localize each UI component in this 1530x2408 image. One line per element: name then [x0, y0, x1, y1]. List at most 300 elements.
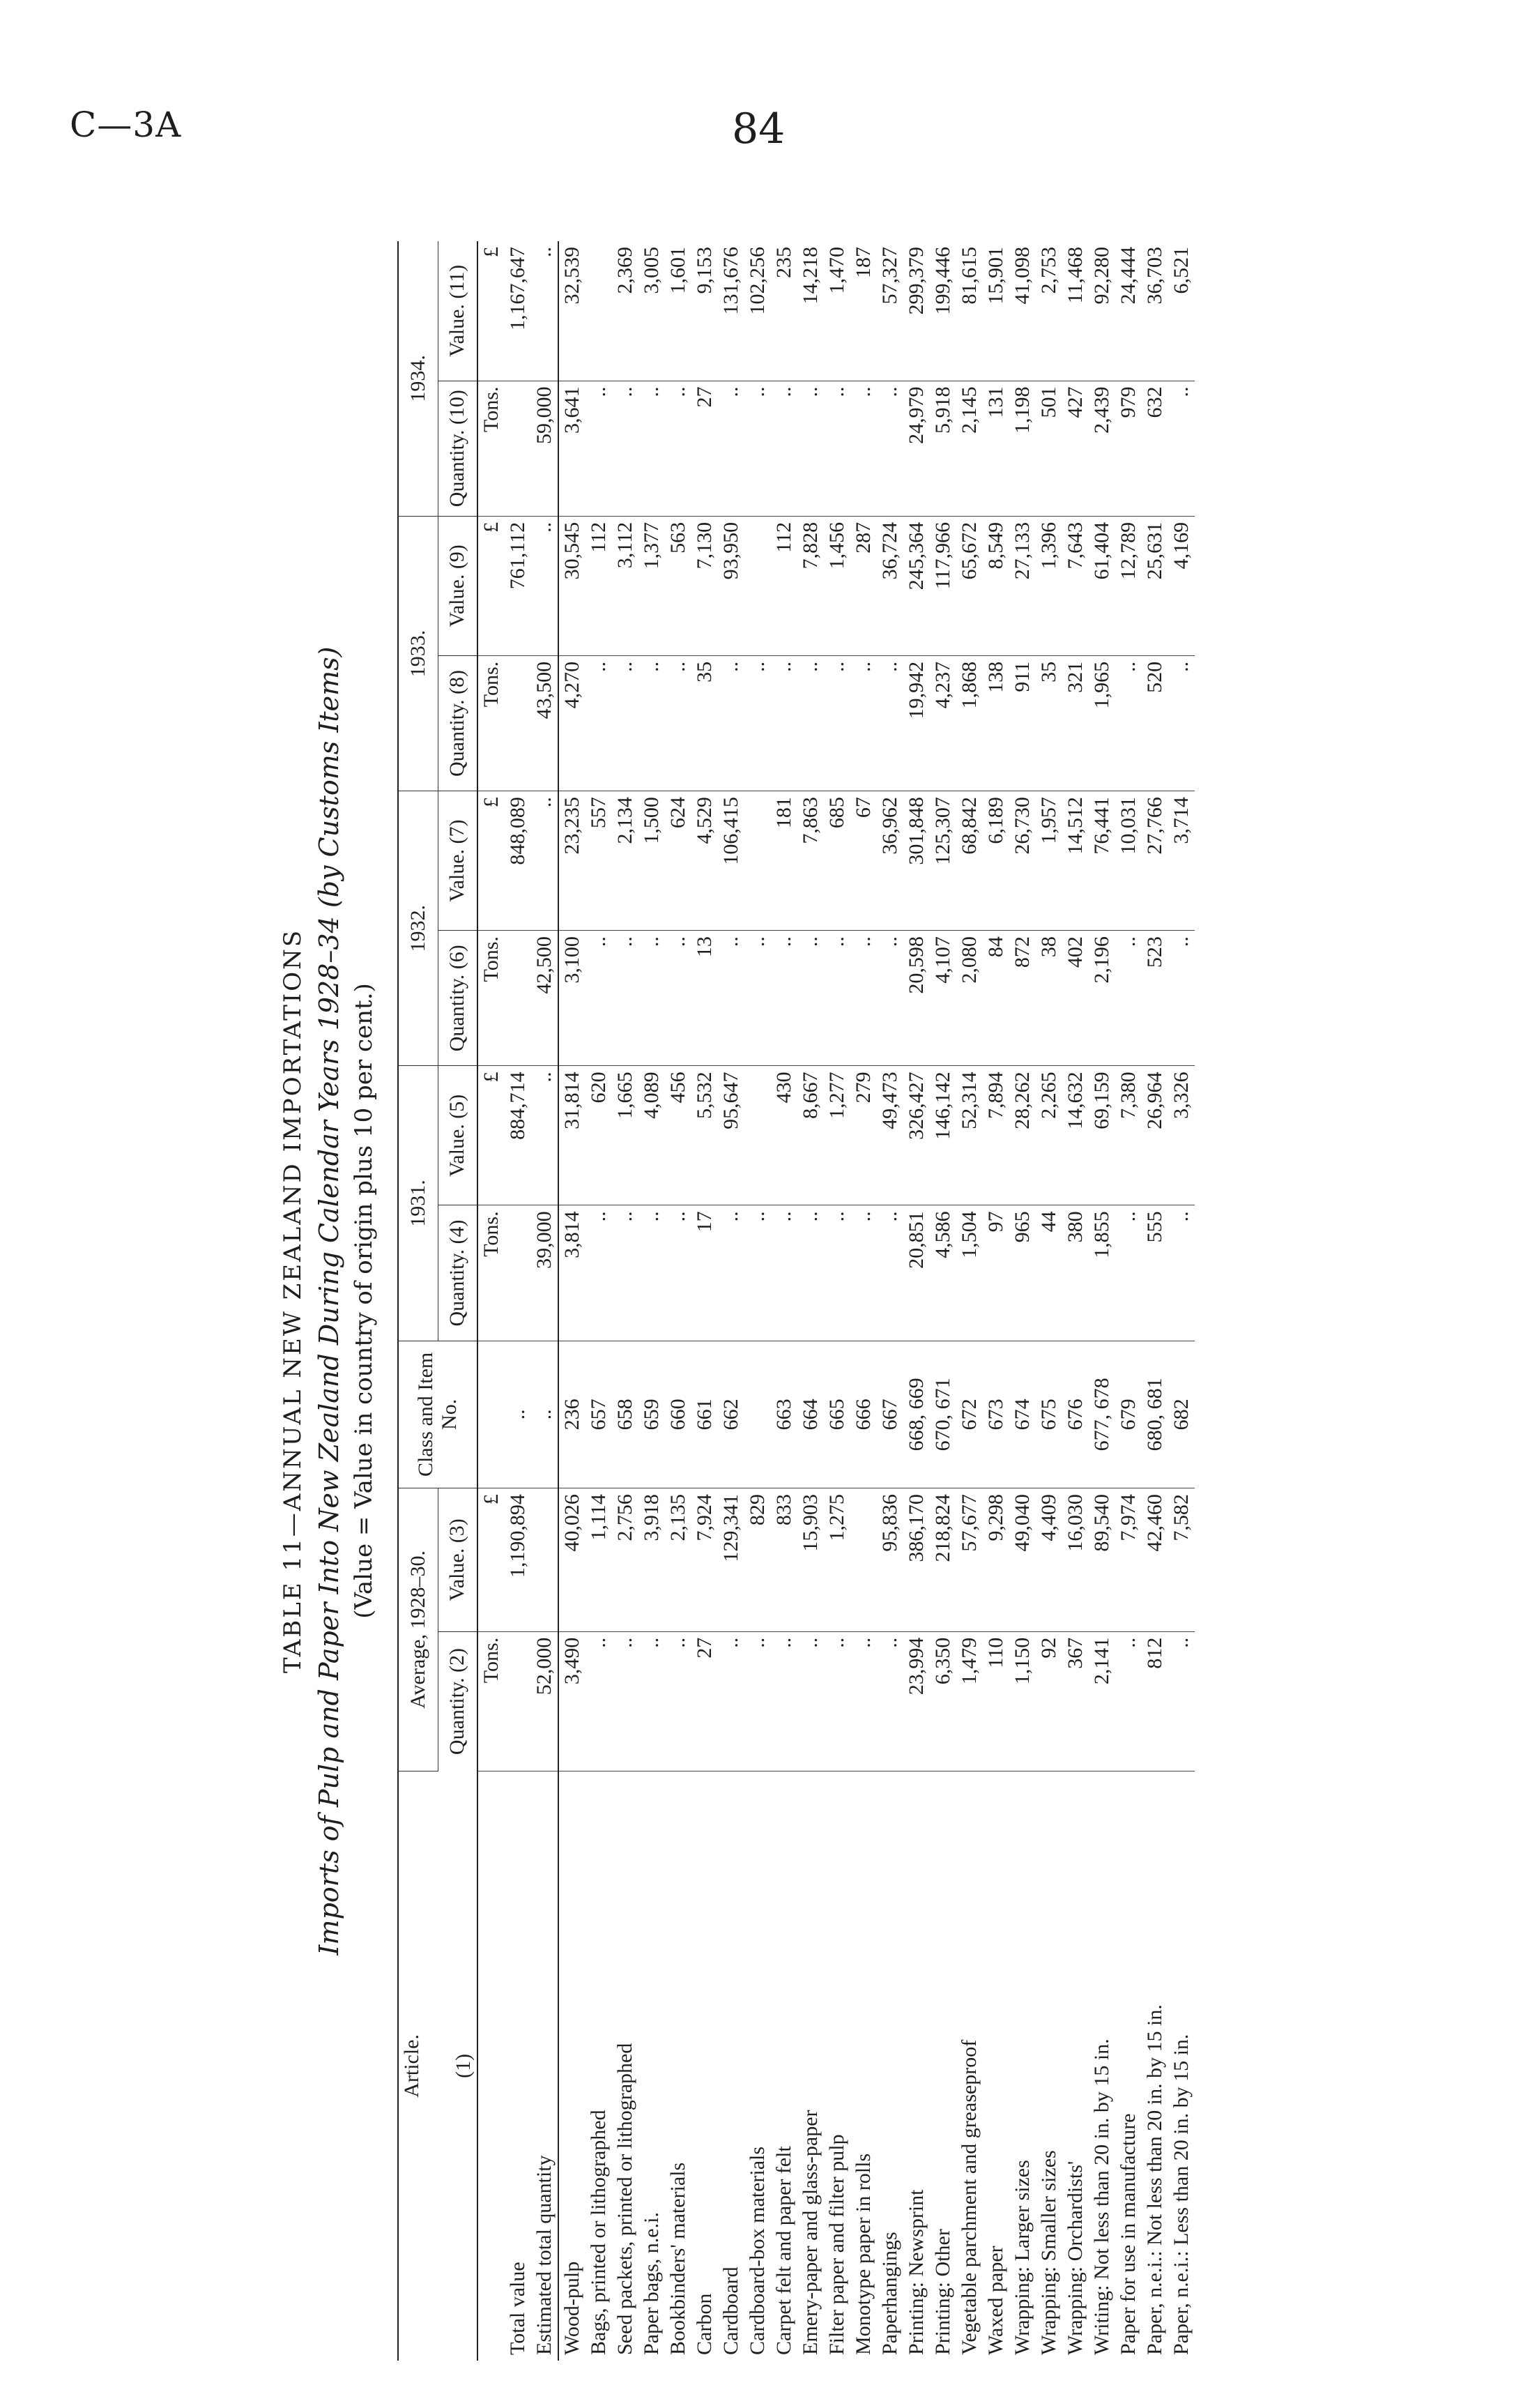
- value-cell: 36,962: [877, 791, 903, 931]
- quantity-cell: 5,918: [930, 381, 956, 516]
- value-cell: 2,756: [612, 1488, 638, 1632]
- quantity-cell: 35: [1036, 655, 1062, 791]
- article-cell: Wrapping: Smaller sizes: [1037, 2150, 1060, 2355]
- value-cell: 125,307: [930, 791, 956, 931]
- unit-val: £: [477, 241, 505, 381]
- quantity-cell: [505, 381, 531, 516]
- quantity-cell: 402: [1062, 931, 1089, 1066]
- quantity-cell: 43,500: [531, 655, 558, 791]
- table-row: [586, 241, 612, 2361]
- value-cell: 1,470: [824, 241, 850, 381]
- article-cell: Paper, n.e.i.: Less than 20 in. by 15 in.: [1170, 2034, 1193, 2355]
- table-row: [1036, 241, 1062, 2361]
- value-cell: 95,647: [718, 1066, 744, 1205]
- unit-val: £: [477, 1488, 505, 1632]
- quantity-cell: ..: [850, 1631, 877, 1771]
- value-cell: 833: [771, 1488, 797, 1632]
- value-cell: 1,957: [1036, 791, 1062, 931]
- quantity-cell: 13: [691, 931, 718, 1066]
- header-col-11: Value. (11): [438, 241, 477, 381]
- value-cell: 6,521: [1168, 241, 1195, 381]
- class-item-cell: 672: [956, 1341, 983, 1488]
- value-cell: 36,703: [1142, 241, 1168, 381]
- value-cell: 3,918: [638, 1488, 665, 1632]
- quantity-cell: 20,598: [903, 931, 930, 1066]
- quantity-cell: ..: [665, 381, 691, 516]
- class-item-cell: 664: [797, 1341, 824, 1488]
- quantity-cell: 17: [691, 1205, 718, 1341]
- table-body: [477, 241, 1195, 2361]
- value-cell: 26,730: [1009, 791, 1036, 931]
- quantity-cell: 52,000: [531, 1631, 558, 1771]
- value-cell: 624: [665, 791, 691, 931]
- class-item-cell: 668, 669: [903, 1341, 930, 1488]
- header-class-item: Class and Item No.: [398, 1341, 477, 1488]
- quantity-cell: ..: [586, 1631, 612, 1771]
- value-cell: 235: [771, 241, 797, 381]
- value-cell: 5,532: [691, 1066, 718, 1205]
- quantity-cell: ..: [824, 931, 850, 1066]
- unit-val: £: [477, 1066, 505, 1205]
- table-row: [1115, 241, 1142, 2361]
- quantity-cell: 6,350: [930, 1631, 956, 1771]
- quantity-cell: ..: [877, 1205, 903, 1341]
- quantity-cell: ..: [612, 381, 638, 516]
- value-cell: 95,836: [877, 1488, 903, 1632]
- header-col-8: Quantity. (8): [438, 655, 477, 791]
- quantity-cell: 1,965: [1089, 655, 1115, 791]
- value-cell: 187: [850, 241, 877, 381]
- value-cell: 8,667: [797, 1066, 824, 1205]
- quantity-cell: [505, 1205, 531, 1341]
- quantity-cell: ..: [877, 381, 903, 516]
- article-cell: Writing: Not less than 20 in. by 15 in.: [1090, 2039, 1113, 2355]
- value-cell: 49,040: [1009, 1488, 1036, 1632]
- quantity-cell: 3,490: [558, 1631, 586, 1771]
- value-cell: 7,863: [797, 791, 824, 931]
- quantity-cell: ..: [718, 931, 744, 1066]
- value-cell: 12,789: [1115, 516, 1142, 655]
- quantity-cell: 35: [691, 655, 718, 791]
- article-cell: Vegetable parchment and greaseproof: [958, 2039, 981, 2355]
- quantity-cell: 4,237: [930, 655, 956, 791]
- value-cell: 7,924: [691, 1488, 718, 1632]
- quantity-cell: 27: [691, 381, 718, 516]
- quantity-cell: 427: [1062, 381, 1089, 516]
- quantity-cell: 812: [1142, 1631, 1168, 1771]
- value-cell: 3,714: [1168, 791, 1195, 931]
- value-cell: 1,167,647: [505, 241, 531, 381]
- header-1932: 1932.: [398, 791, 438, 1066]
- quantity-cell: 44: [1036, 1205, 1062, 1341]
- value-cell: ..: [531, 516, 558, 655]
- quantity-cell: 1,855: [1089, 1205, 1115, 1341]
- quantity-cell: 979: [1115, 381, 1142, 516]
- quantity-cell: ..: [612, 931, 638, 1066]
- class-item-cell: 665: [824, 1341, 850, 1488]
- value-cell: 61,404: [1089, 516, 1115, 655]
- table-row: [903, 241, 930, 2361]
- quantity-cell: ..: [771, 1631, 797, 1771]
- quantity-cell: [505, 1631, 531, 1771]
- value-cell: 6,189: [983, 791, 1009, 931]
- value-cell: 181: [771, 791, 797, 931]
- quantity-cell: ..: [877, 655, 903, 791]
- quantity-cell: [505, 655, 531, 791]
- article-cell: Paper for use in manufacture: [1117, 2113, 1140, 2355]
- header-col-2: Quantity. (2): [438, 1631, 477, 1771]
- value-cell: 1,456: [824, 516, 850, 655]
- header-article: [398, 1771, 477, 2361]
- quantity-cell: 131: [983, 381, 1009, 516]
- value-cell: 199,446: [930, 241, 956, 381]
- table-row: [558, 241, 586, 2361]
- quantity-cell: ..: [718, 381, 744, 516]
- value-cell: 14,632: [1062, 1066, 1089, 1205]
- quantity-cell: ..: [850, 381, 877, 516]
- value-cell: 620: [586, 1066, 612, 1205]
- quantity-cell: 2,196: [1089, 931, 1115, 1066]
- table-note: (Value = Value in country of origin plus 10 per cent.): [350, 983, 378, 1619]
- value-cell: 11,468: [1062, 241, 1089, 381]
- value-cell: 7,380: [1115, 1066, 1142, 1205]
- quantity-cell: 24,979: [903, 381, 930, 516]
- header-1934: 1934.: [398, 241, 438, 516]
- class-item-cell: 680, 681: [1142, 1341, 1168, 1488]
- value-cell: 26,964: [1142, 1066, 1168, 1205]
- class-item-cell: 670, 671: [930, 1341, 956, 1488]
- page-reference: C—3A: [70, 105, 182, 145]
- value-cell: 884,714: [505, 1066, 531, 1205]
- quantity-cell: 84: [983, 931, 1009, 1066]
- table-row: [824, 241, 850, 2361]
- value-cell: 1,190,894: [505, 1488, 531, 1632]
- quantity-cell: 872: [1009, 931, 1036, 1066]
- article-cell: Cardboard-box materials: [746, 2146, 769, 2355]
- quantity-cell: ..: [1168, 655, 1195, 791]
- quantity-cell: 2,439: [1089, 381, 1115, 516]
- quantity-cell: ..: [586, 1205, 612, 1341]
- value-cell: 1,275: [824, 1488, 850, 1632]
- article-cell: Printing: Other: [931, 2229, 954, 2355]
- quantity-cell: 380: [1062, 1205, 1089, 1341]
- quantity-cell: ..: [797, 1631, 824, 1771]
- table-row: [638, 241, 665, 2361]
- value-cell: 3,005: [638, 241, 665, 381]
- page-number: 84: [732, 105, 786, 153]
- table-row: [665, 241, 691, 2361]
- quantity-cell: ..: [665, 655, 691, 791]
- quantity-cell: ..: [1168, 931, 1195, 1066]
- quantity-cell: ..: [744, 1205, 771, 1341]
- value-cell: 8,549: [983, 516, 1009, 655]
- article-cell: Total value: [506, 2262, 529, 2355]
- value-cell: 92,280: [1089, 241, 1115, 381]
- value-cell: 7,828: [797, 516, 824, 655]
- value-cell: 9,298: [983, 1488, 1009, 1632]
- quantity-cell: 2,080: [956, 931, 983, 1066]
- quantity-cell: ..: [824, 655, 850, 791]
- header-col-5: Value. (5): [438, 1066, 477, 1205]
- value-cell: 131,676: [718, 241, 744, 381]
- quantity-cell: 97: [983, 1205, 1009, 1341]
- imports-table: [397, 241, 1195, 2361]
- header-col-4: Quantity. (4): [438, 1205, 477, 1341]
- value-cell: 102,256: [744, 241, 771, 381]
- quantity-cell: ..: [586, 655, 612, 791]
- quantity-cell: 3,814: [558, 1205, 586, 1341]
- value-cell: 25,631: [1142, 516, 1168, 655]
- value-cell: 81,615: [956, 241, 983, 381]
- value-cell: 7,643: [1062, 516, 1089, 655]
- quantity-cell: ..: [824, 1631, 850, 1771]
- class-item-cell: 659: [638, 1341, 665, 1488]
- class-item-cell: 673: [983, 1341, 1009, 1488]
- value-cell: 685: [824, 791, 850, 931]
- value-cell: 89,540: [1089, 1488, 1115, 1632]
- article-cell: Carpet felt and paper felt: [772, 2146, 795, 2355]
- quantity-cell: 1,150: [1009, 1631, 1036, 1771]
- value-cell: 117,966: [930, 516, 956, 655]
- quantity-cell: ..: [797, 655, 824, 791]
- value-cell: 1,601: [665, 241, 691, 381]
- value-cell: 1,377: [638, 516, 665, 655]
- quantity-cell: 367: [1062, 1631, 1089, 1771]
- header-article-num: (1): [452, 2053, 475, 2078]
- quantity-cell: ..: [638, 1631, 665, 1771]
- quantity-cell: ..: [797, 931, 824, 1066]
- value-cell: 1,500: [638, 791, 665, 931]
- header-col-9: Value. (9): [438, 516, 477, 655]
- quantity-cell: ..: [1115, 1205, 1142, 1341]
- quantity-cell: ..: [824, 1205, 850, 1341]
- value-cell: 326,427: [903, 1066, 930, 1205]
- value-cell: 68,842: [956, 791, 983, 931]
- quantity-cell: ..: [586, 931, 612, 1066]
- quantity-cell: 138: [983, 655, 1009, 791]
- value-cell: 4,169: [1168, 516, 1195, 655]
- quantity-cell: ..: [638, 655, 665, 791]
- value-cell: 112: [771, 516, 797, 655]
- class-item-cell: ..: [505, 1341, 531, 1488]
- article-cell: Paper bags, n.e.i.: [640, 2212, 663, 2355]
- table-row: [718, 241, 744, 2361]
- table-row: [1009, 241, 1036, 2361]
- quantity-cell: ..: [1168, 1631, 1195, 1771]
- value-cell: 15,903: [797, 1488, 824, 1632]
- quantity-cell: ..: [877, 1631, 903, 1771]
- table-row: [850, 241, 877, 2361]
- quantity-cell: ..: [718, 1205, 744, 1341]
- quantity-cell: 1,479: [956, 1631, 983, 1771]
- class-item-cell: 666: [850, 1341, 877, 1488]
- quantity-cell: ..: [850, 655, 877, 791]
- value-cell: 2,265: [1036, 1066, 1062, 1205]
- quantity-cell: ..: [586, 381, 612, 516]
- quantity-cell: 20,851: [903, 1205, 930, 1341]
- article-cell: Printing: Newsprint: [905, 2189, 928, 2355]
- rotated-table-block: [202, 241, 1331, 2361]
- class-item-cell: ..: [531, 1341, 558, 1488]
- quantity-cell: ..: [1115, 1631, 1142, 1771]
- quantity-cell: 92: [1036, 1631, 1062, 1771]
- header-avg: Average, 1928–30.: [398, 1488, 438, 1771]
- value-cell: 3,326: [1168, 1066, 1195, 1205]
- table-row: [930, 241, 956, 2361]
- quantity-cell: ..: [612, 1205, 638, 1341]
- value-cell: [744, 1066, 771, 1205]
- value-cell: 41,098: [1009, 241, 1036, 381]
- quantity-cell: 911: [1009, 655, 1036, 791]
- class-item-cell: 674: [1009, 1341, 1036, 1488]
- header-col-10: Quantity. (10): [438, 381, 477, 516]
- quantity-cell: 59,000: [531, 381, 558, 516]
- quantity-cell: 19,942: [903, 655, 930, 791]
- table-row: [744, 241, 771, 2361]
- table-row: [1089, 241, 1115, 2361]
- value-cell: 287: [850, 516, 877, 655]
- value-cell: 23,235: [558, 791, 586, 931]
- value-cell: 1,277: [824, 1066, 850, 1205]
- value-cell: 2,135: [665, 1488, 691, 1632]
- quantity-cell: ..: [771, 931, 797, 1066]
- value-cell: 36,724: [877, 516, 903, 655]
- value-cell: 761,112: [505, 516, 531, 655]
- class-item-cell: 677, 678: [1089, 1341, 1115, 1488]
- value-cell: 557: [586, 791, 612, 931]
- article-cell: Emery-paper and glass-paper: [799, 2110, 822, 2355]
- quantity-cell: ..: [744, 381, 771, 516]
- value-cell: 57,677: [956, 1488, 983, 1632]
- value-cell: [744, 516, 771, 655]
- quantity-cell: ..: [612, 655, 638, 791]
- value-cell: 32,539: [558, 241, 586, 381]
- quantity-cell: ..: [1115, 655, 1142, 791]
- value-cell: 106,415: [718, 791, 744, 931]
- value-cell: 16,030: [1062, 1488, 1089, 1632]
- class-item-cell: [744, 1341, 771, 1488]
- value-cell: ..: [531, 1066, 558, 1205]
- header-1933: 1933.: [398, 516, 438, 791]
- quantity-cell: 1,868: [956, 655, 983, 791]
- value-cell: 3,112: [612, 516, 638, 655]
- quantity-cell: ..: [824, 381, 850, 516]
- value-cell: 7,974: [1115, 1488, 1142, 1632]
- class-item-cell: 661: [691, 1341, 718, 1488]
- value-cell: 1,665: [612, 1066, 638, 1205]
- quantity-cell: ..: [797, 381, 824, 516]
- quantity-cell: ..: [850, 1205, 877, 1341]
- value-cell: 65,672: [956, 516, 983, 655]
- quantity-cell: 523: [1142, 931, 1168, 1066]
- value-cell: 129,341: [718, 1488, 744, 1632]
- quantity-cell: 27: [691, 1631, 718, 1771]
- value-cell: 4,409: [1036, 1488, 1062, 1632]
- table-title: TABLE 11—ANNUAL NEW ZEALAND IMPORTATIONS: [279, 928, 307, 1674]
- table-row: [1168, 241, 1195, 2361]
- value-cell: 456: [665, 1066, 691, 1205]
- unit-qty: Tons.: [477, 655, 505, 791]
- article-cell: Carbon: [693, 2293, 716, 2355]
- class-item-cell: 662: [718, 1341, 744, 1488]
- value-cell: 2,369: [612, 241, 638, 381]
- value-cell: 7,894: [983, 1066, 1009, 1205]
- unit-qty: Tons.: [477, 1631, 505, 1771]
- quantity-cell: 42,500: [531, 931, 558, 1066]
- unit-val: £: [477, 516, 505, 655]
- value-cell: 24,444: [1115, 241, 1142, 381]
- quantity-cell: 38: [1036, 931, 1062, 1066]
- quantity-cell: ..: [771, 655, 797, 791]
- value-cell: 1,396: [1036, 516, 1062, 655]
- units-row: [477, 241, 505, 2361]
- value-cell: 42,460: [1142, 1488, 1168, 1632]
- value-cell: 28,262: [1009, 1066, 1036, 1205]
- class-item-cell: 658: [612, 1341, 638, 1488]
- class-item-cell: 236: [558, 1341, 586, 1488]
- value-cell: 218,824: [930, 1488, 956, 1632]
- value-cell: 14,218: [797, 241, 824, 381]
- value-cell: 4,089: [638, 1066, 665, 1205]
- quantity-cell: ..: [1168, 1205, 1195, 1341]
- quantity-cell: ..: [771, 381, 797, 516]
- value-cell: 40,026: [558, 1488, 586, 1632]
- article-cell: Bags, printed or lithographed: [587, 2110, 610, 2355]
- value-cell: 9,153: [691, 241, 718, 381]
- table-subtitle: Imports of Pulp and Paper Into New Zealand During Calendar Years 1928–34 (by Customs Items): [314, 646, 344, 1956]
- value-cell: 430: [771, 1066, 797, 1205]
- value-cell: 31,814: [558, 1066, 586, 1205]
- quantity-cell: 23,994: [903, 1631, 930, 1771]
- class-item-cell: 663: [771, 1341, 797, 1488]
- header-article-label: Article.: [400, 2034, 423, 2098]
- article-cell: Monotype paper in rolls: [852, 2153, 875, 2355]
- quantity-cell: ..: [665, 1205, 691, 1341]
- value-cell: 7,582: [1168, 1488, 1195, 1632]
- value-cell: [531, 1488, 558, 1632]
- value-cell: 563: [665, 516, 691, 655]
- class-item-cell: 675: [1036, 1341, 1062, 1488]
- total-row: [505, 241, 531, 2361]
- class-item-cell: 657: [586, 1341, 612, 1488]
- value-cell: [850, 1488, 877, 1632]
- class-item-cell: 682: [1168, 1341, 1195, 1488]
- quantity-cell: 321: [1062, 655, 1089, 791]
- table-row: [983, 241, 1009, 2361]
- quantity-cell: 2,145: [956, 381, 983, 516]
- quantity-cell: 39,000: [531, 1205, 558, 1341]
- value-cell: 829: [744, 1488, 771, 1632]
- class-item-cell: 667: [877, 1341, 903, 1488]
- table-row: [612, 241, 638, 2361]
- quantity-cell: 501: [1036, 381, 1062, 516]
- article-cell: Wrapping: Orchardists': [1064, 2161, 1087, 2355]
- unit-val: £: [477, 791, 505, 931]
- table-row: [771, 241, 797, 2361]
- header-col-7: Value. (7): [438, 791, 477, 931]
- value-cell: 27,133: [1009, 516, 1036, 655]
- article-cell: Paper, n.e.i.: Not less than 20 in. by 15 in.: [1143, 2004, 1166, 2355]
- quantity-cell: 520: [1142, 655, 1168, 791]
- table-row: [1142, 241, 1168, 2361]
- value-cell: 67: [850, 791, 877, 931]
- article-cell: Waxed paper: [984, 2246, 1007, 2355]
- value-cell: 299,379: [903, 241, 930, 381]
- quantity-cell: 1,198: [1009, 381, 1036, 516]
- value-cell: 7,130: [691, 516, 718, 655]
- value-cell: 4,529: [691, 791, 718, 931]
- quantity-cell: ..: [665, 931, 691, 1066]
